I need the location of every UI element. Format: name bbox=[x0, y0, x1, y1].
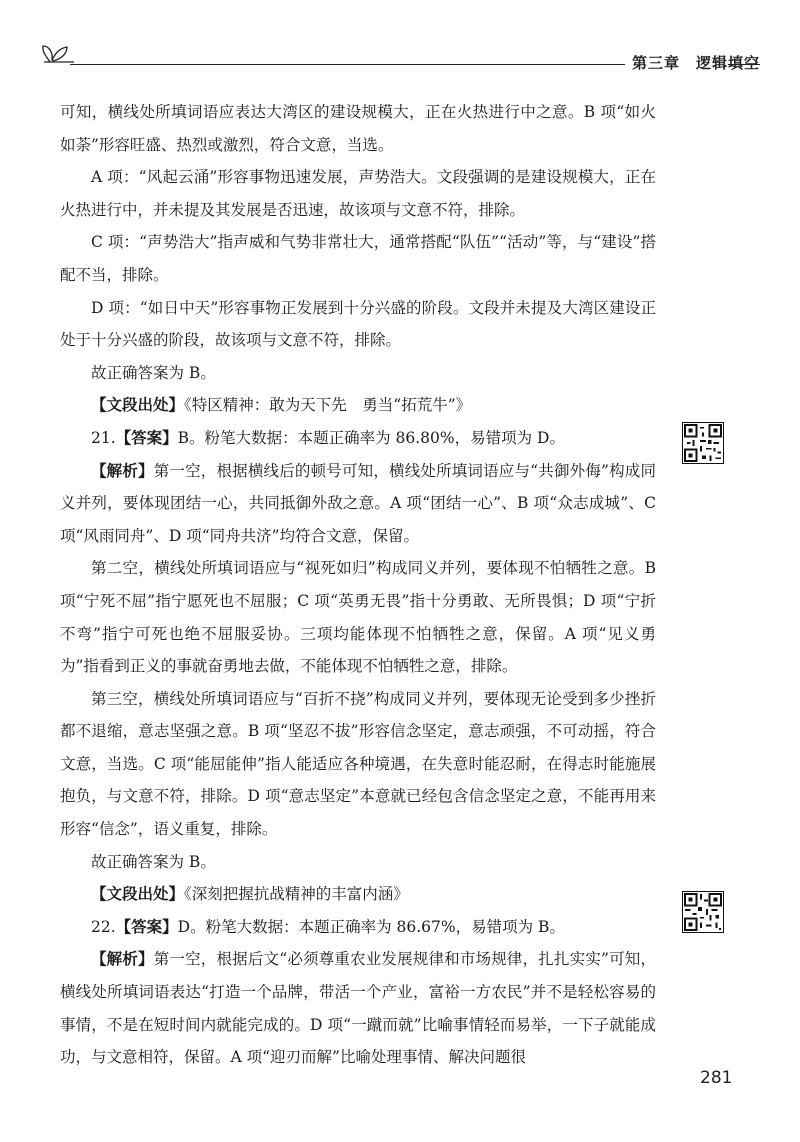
paragraph: C 项：“声势浩大”指声威和气势非常壮大，通常搭配“队伍”“活动”等，与“建设”搭配不当，排除。 bbox=[60, 233, 656, 284]
paragraph: 可知，横线处所填词语应表达大湾区的建设规模大，正在火热进行中之意。B 项“如火如荼”形容旺盛、热烈或激烈，符合文意，当选。 bbox=[60, 103, 656, 154]
analysis-label: 【解析】 bbox=[91, 461, 154, 480]
paragraph: 第二空，横线处所填词语应与“视死如归”构成同义并列，要体现不怕牺牲之意。B 项“宁死不屈”指宁愿死也不屈服；C 项“英勇无畏”指十分勇敢、无所畏惧；D 项“宁折不弯”指宁可死也绝不屈服妥协。三项均能体现不怕牺牲之意，保留。A 项“见义勇为”指看到正义的事就奋勇地去做，不能体现不怕牺牲之意，排除。 bbox=[60, 559, 656, 676]
paragraph: 故正确答案为 B。 bbox=[91, 852, 216, 871]
question-number: 21. bbox=[91, 428, 116, 447]
answer-line bbox=[60, 422, 656, 455]
qr-code-icon[interactable] bbox=[682, 422, 724, 464]
answer-line bbox=[60, 911, 656, 944]
answer-label: 【答案】 bbox=[115, 428, 178, 447]
paragraph: 第三空，横线处所填词语应与“百折不挠”构成同义并列，要体现无论受到多少挫折都不退缩，意志坚强之意。B 项“坚忍不拔”形容信念坚定，意志顽强，不可动摇，符合文意，当选。C 项“能屈能伸”指人能适应各种境遇，在失意时能忍耐，在得志时能施展抱负，与文意不符，排除。D 项“意志坚定”本意就已经包含信念坚定之意，不能再用来形容“信念”，语义重复，排除。 bbox=[60, 689, 656, 839]
header-title bbox=[632, 52, 760, 73]
analysis-paragraph bbox=[60, 455, 656, 553]
source-label: 【文段出处】 bbox=[91, 396, 185, 415]
page-header bbox=[40, 40, 760, 80]
analysis-label: 【解析】 bbox=[91, 950, 154, 969]
answer-text: D。粉笔大数据：本题正确率为 86.67%，易错项为 B。 bbox=[177, 917, 565, 936]
page-number: 281 bbox=[700, 1068, 733, 1088]
header-rule bbox=[728, 64, 760, 65]
answer-text: B。粉笔大数据：本题正确率为 86.80%，易错项为 D。 bbox=[177, 428, 565, 447]
source-line bbox=[60, 389, 656, 422]
source-line bbox=[60, 878, 656, 911]
paragraph: 故正确答案为 B。 bbox=[91, 363, 216, 382]
source-title: 《深刻把握抗战精神的丰富内涵》 bbox=[184, 885, 409, 904]
header-rule bbox=[70, 64, 625, 65]
answer-label: 【答案】 bbox=[115, 917, 178, 936]
analysis-text: 第一空，根据后文“必须尊重农业发展规律和市场规律，扎扎实实”可知，横线处所填词语表达“打造一个品牌，带活一个产业，富裕一方农民”并不是轻松容易的事情，不是在短时间内就能完成的。D 项“一蹴而就”比喻事情轻而易举，一下子就能成功，与文意相符，保留。A 项“迎刃而解”比喻处理事情、解决问题很 bbox=[60, 950, 656, 1067]
source-label: 【文段出处】 bbox=[91, 885, 185, 904]
paragraph: D 项：“如日中天”形容事物正发展到十分兴盛的阶段。文段并未提及大湾区建设正处于十分兴盛的阶段，故该项与文意不符，排除。 bbox=[60, 298, 656, 350]
qr-code-icon[interactable] bbox=[682, 891, 724, 933]
chapter-label: 第三章 bbox=[632, 54, 681, 72]
paragraph: A 项：“风起云涌”形容事物迅速发展，声势浩大。文段强调的是建设规模大，正在火热进行中，并未提及其发展是否迅速，故该项与文意不符，排除。 bbox=[60, 168, 656, 219]
page-body bbox=[60, 96, 656, 1074]
question-number: 22. bbox=[91, 917, 116, 936]
leaf-icon bbox=[40, 42, 74, 64]
section-label: 逻辑填空 bbox=[696, 54, 761, 72]
analysis-text: 第一空，根据横线后的顿号可知，横线处所填词语应与“共御外侮”构成同义并列，要体现团结一心，共同抵御外敌之意。A 项“团结一心”、B 项“众志成城”、C 项“风雨同舟”、D 项“同舟共济”均符合文意，保留。 bbox=[60, 461, 656, 545]
analysis-paragraph bbox=[60, 943, 656, 1073]
source-title: 《特区精神：敢为天下先 勇当“拓荒牛”》 bbox=[184, 396, 472, 415]
